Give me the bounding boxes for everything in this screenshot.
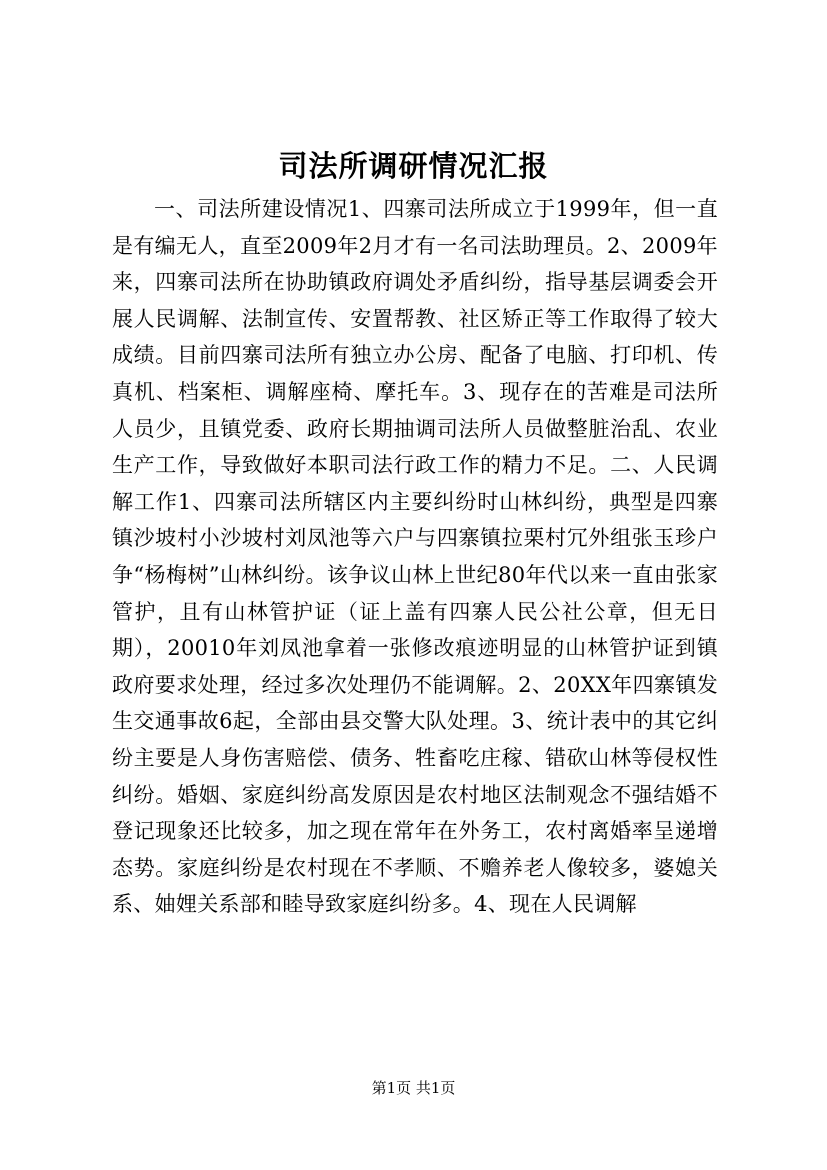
page-footer: 第1页 共1页 [371, 1079, 456, 1097]
document-body: 一、司法所建设情况1、四寨司法所成立于1999年，但一直是有编无人，直至2009年2月才有一名司法助理员。2、2009年来，四寨司法所在协助镇政府调处矛盾纠纷，指导基层调委会开展人民调解、法制宣传、安置帮教、社区矫正等工作取得了较大成绩。目前四寨司法所有独立办公房、配备了电脑、打印机、传真机、档案柜、调解座椅、摩托车。3、现存在的苦难是司法所人员少，且镇党委、政府长期抽调司法所人员做整脏治乱、农业生产工作，导致做好本职司法行政工作的精力不足。二、人民调解工作1、四寨司法所辖区内主要纠纷时山林纠纷，典型是四寨镇沙坡村小沙坡村刘凤池等六户与四寨镇拉栗村冗外组张玉珍户争“杨梅树”山林纠纷。该争议山林上世纪80年代以来一直由张家管护，且有山林管护证（证上盖有四寨人民公社公章，但无日期），20010年刘凤池拿着一张修改痕迹明显的山林管护证到镇政府要求处理，经过多次处理仍不能调解。2、20XX年四寨镇发生交通事故6起，全部由县交警大队处理。3、统计表中的其它纠纷主要是人身伤害赔偿、债务、牲畜吃庄稼、错砍山林等侵权性纠纷。婚姻、家庭纠纷高发原因是农村地区法制观念不强结婚不登记现象还比较多，加之现在常年在外务工，农村离婚率呈递增态势。家庭纠纷是农村现在不孝顺、不赡养老人像较多，婆媳关系、妯娌关系部和睦导致家庭纠纷多。4、现在人民调解 [112, 197, 718, 917]
document-title: 司法所调研情况汇报 [278, 149, 549, 183]
